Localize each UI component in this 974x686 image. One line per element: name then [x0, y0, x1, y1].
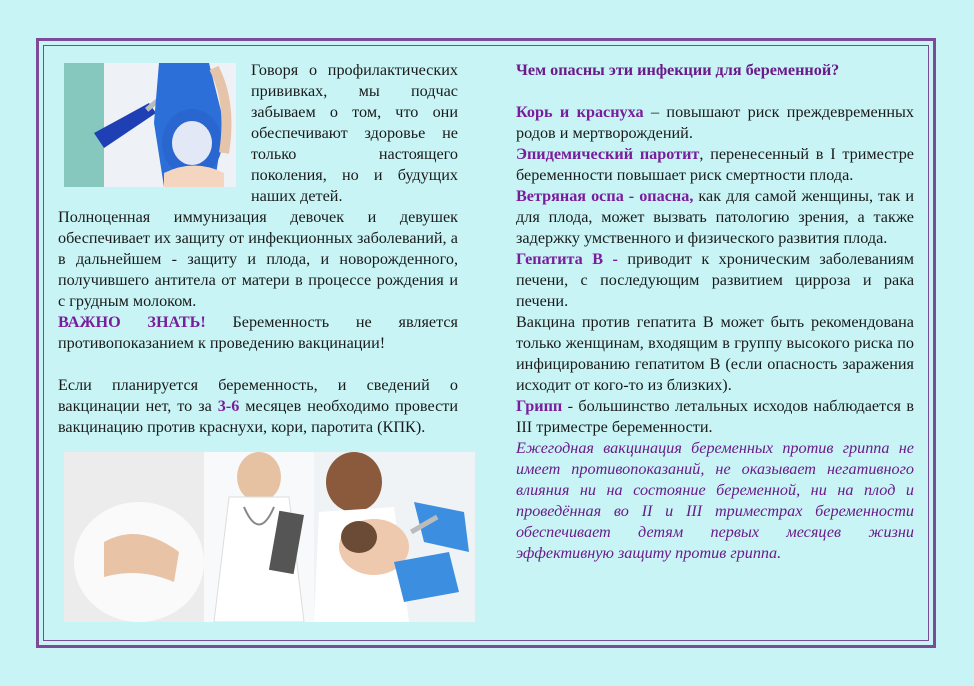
- mumps-paragraph: [516, 144, 914, 186]
- hepatitis-text: приводит к хроническим заболеваниям печени, с последующим развитием цирроза и рака печени.: [516, 250, 914, 310]
- important-text: Беременность не является противопоказанием к проведению вакцинации!: [58, 313, 458, 352]
- hepatitis-paragraph: [516, 249, 914, 312]
- important-label: ВАЖНО ЗНАТЬ!: [58, 313, 206, 331]
- important-paragraph: [58, 312, 458, 354]
- chickenpox-text: как для самой женщины, так и для плода, может вызвать патологию зрения, а также задержку умственного и физического развития плода.: [516, 187, 915, 247]
- planning-text-1: Если планируется беременность, и сведений о вакцинации нет, то за: [58, 376, 458, 415]
- immunization-paragraph: Полноценная иммунизация девочек и девушек обеспечивает их защиту от инфекционных заболеваний, а в дальнейшем - защиту и плода, и новорожденного, получившего антитела от матери в процессе рождения и с грудным молоком.: [58, 208, 458, 310]
- pregnancy-collage-photo: [64, 452, 475, 622]
- planning-paragraph: [58, 375, 458, 438]
- months-highlight: 3-6: [217, 397, 240, 415]
- chickenpox-paragraph: [516, 186, 914, 249]
- flu-label: Грипп: [516, 397, 563, 415]
- measles-text: – повышают риск преждевременных родов и мертворождений.: [516, 103, 914, 142]
- vaccination-photo: [64, 63, 236, 187]
- mumps-label: Эпидемический паротит: [516, 145, 700, 163]
- intro-text: Говоря о профилактических прививках, мы подчас забываем о том, что они обеспечивают здоровье не только настоящего поколения, но и будущих наших детей.: [251, 61, 458, 205]
- measles-paragraph: [516, 102, 914, 144]
- flu-text: - большинство летальных исходов наблюдается в III триместре беременности.: [516, 397, 914, 436]
- measles-label: Корь и краснуха: [516, 103, 644, 121]
- left-column-body: [58, 207, 458, 438]
- mumps-text: , перенесенный в I триместре беременности повышает риск смертности плода.: [516, 145, 914, 184]
- flu-vaccination-note: Ежегодная вакцинация беременных против гриппа не имеет противопоказаний, не оказывает негативного влияния ни на состояние беременной, ни на плод и проведённая во II и III триместрах беременности обеспечивает детям первых месяцев жизни эффективную защиту против гриппа.: [516, 439, 914, 562]
- right-column: [516, 60, 914, 564]
- flu-paragraph: [516, 396, 914, 438]
- hepatitis-vaccine-paragraph: Вакцина против гепатита В может быть рекомендована только женщинам, входящим в группу высокого риска по инфицированию гепатитом В (если опасность заражения исходит от кого-то из близких).: [516, 313, 914, 394]
- chickenpox-label: Ветряная оспа - опасна,: [516, 187, 694, 205]
- right-heading: Чем опасны эти инфекции для беременной?: [516, 61, 840, 79]
- hepatitis-label: Гепатита В -: [516, 250, 618, 268]
- planning-text-2: месяцев необходимо провести вакцинацию против краснухи, кори, паротита (КПК).: [58, 397, 458, 436]
